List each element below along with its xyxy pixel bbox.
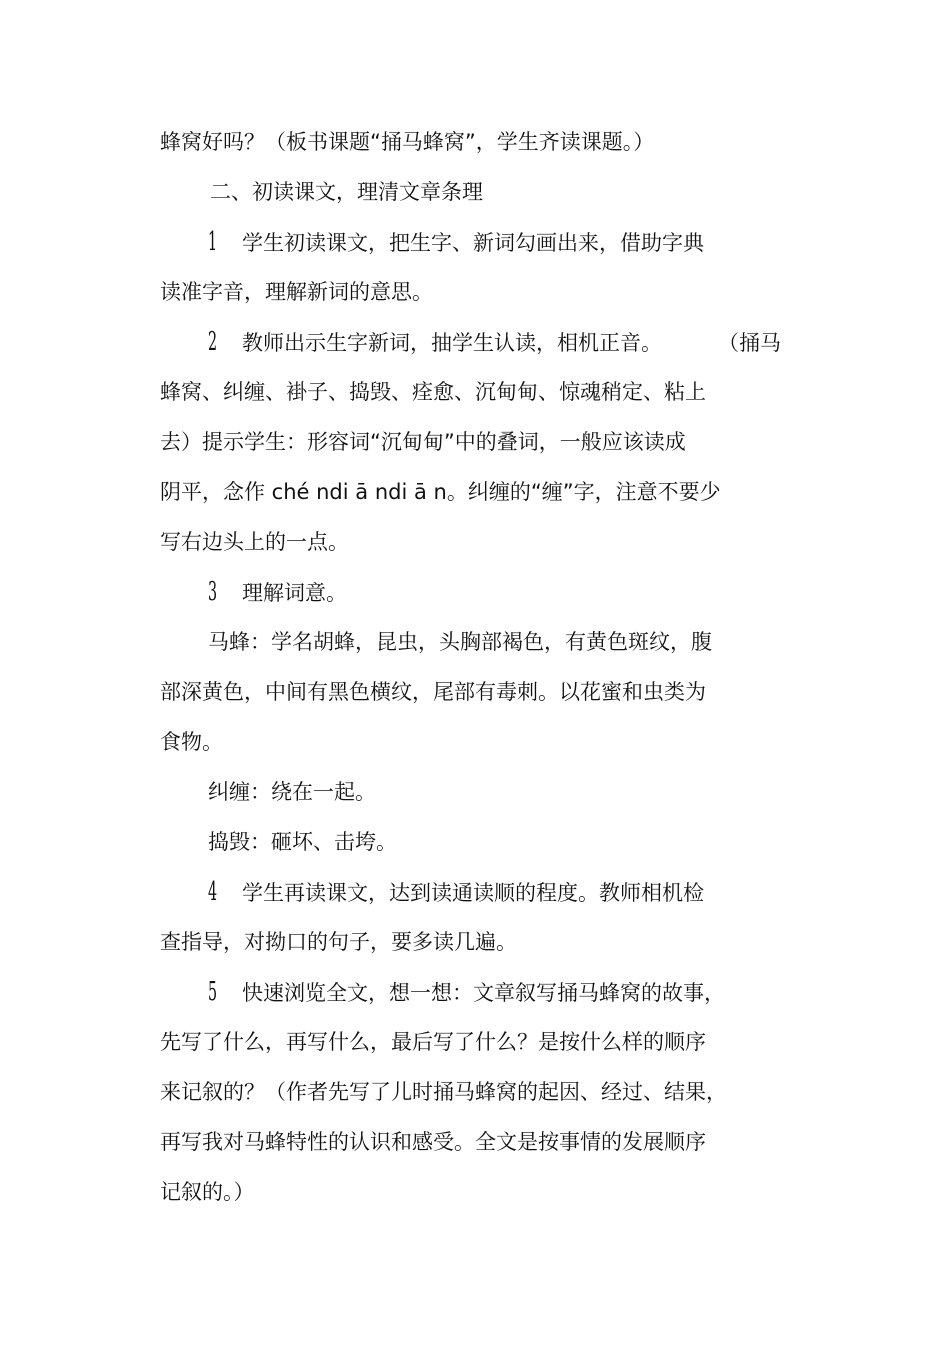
definition-line: 捣毁：砸坏、击垮。 (208, 830, 397, 854)
paragraph-line: 来记叙的？（作者先写了儿时捅马蜂窝的起因、经过、结果， (160, 1080, 727, 1104)
numbered-item-4 (208, 877, 704, 907)
item-text: 学生初读课文，把生字、新词勾画出来，借助字典 (242, 231, 704, 255)
numbered-item-5 (208, 977, 725, 1007)
line-continuation: 蜂窝好吗？（板书课题“捅马蜂窝”，学生齐读课题。） (160, 130, 655, 154)
numbered-item-2 (208, 327, 781, 357)
paragraph-line: 记叙的。） (160, 1180, 255, 1204)
item-number: 4 (208, 877, 218, 907)
paragraph-line: 先写了什么，再写什么，最后写了什么？是按什么样的顺序 (160, 1030, 706, 1054)
paragraph-line: 食物。 (160, 730, 223, 754)
paragraph-line: 查指导，对拗口的句子，要多读几遍。 (160, 930, 517, 954)
numbered-item-1 (208, 227, 704, 257)
definition-line: 马蜂：学名胡蜂，昆虫，头胸部褐色，有黄色斑纹，腹 (208, 630, 712, 654)
definition-line: 纠缠：绕在一起。 (208, 780, 376, 804)
paragraph-line: 阴平，念作 ché ndi ā ndi ā n。纠缠的“缠”字，注意不要少 (160, 480, 721, 504)
paragraph-line: 蜂窝、纠缠、褂子、捣毁、痊愈、沉甸甸、惊魂稍定、粘上 (160, 380, 706, 404)
paragraph-line: 去）提示学生：形容词“沉甸甸”中的叠词，一般应该读成 (160, 430, 686, 454)
item-text: 教师出示生字新词，抽学生认读，相机正音。 (242, 331, 662, 355)
item-number: 1 (208, 227, 218, 257)
paragraph-line: 读准字音，理解新词的意思。 (160, 280, 433, 304)
paragraph-line: 部深黄色，中间有黑色横纹，尾部有毒刺。以花蜜和虫类为 (160, 680, 706, 704)
numbered-item-3 (208, 577, 347, 607)
item-number: 2 (208, 327, 218, 357)
item-text-extra: （捅马 (718, 331, 781, 355)
item-text: 理解词意。 (242, 581, 347, 605)
item-number: 5 (208, 977, 218, 1007)
section-heading: 二、初读课文，理清文章条理 (210, 180, 483, 204)
paragraph-line: 再写我对马蜂特性的认识和感受。全文是按事情的发展顺序 (160, 1130, 706, 1154)
item-text: 学生再读课文，达到读通读顺的程度。教师相机检 (242, 881, 704, 905)
item-text: 快速浏览全文，想一想：文章叙写捅马蜂窝的故事， (242, 981, 725, 1005)
item-number: 3 (208, 577, 218, 607)
paragraph-line: 写右边头上的一点。 (160, 530, 349, 554)
